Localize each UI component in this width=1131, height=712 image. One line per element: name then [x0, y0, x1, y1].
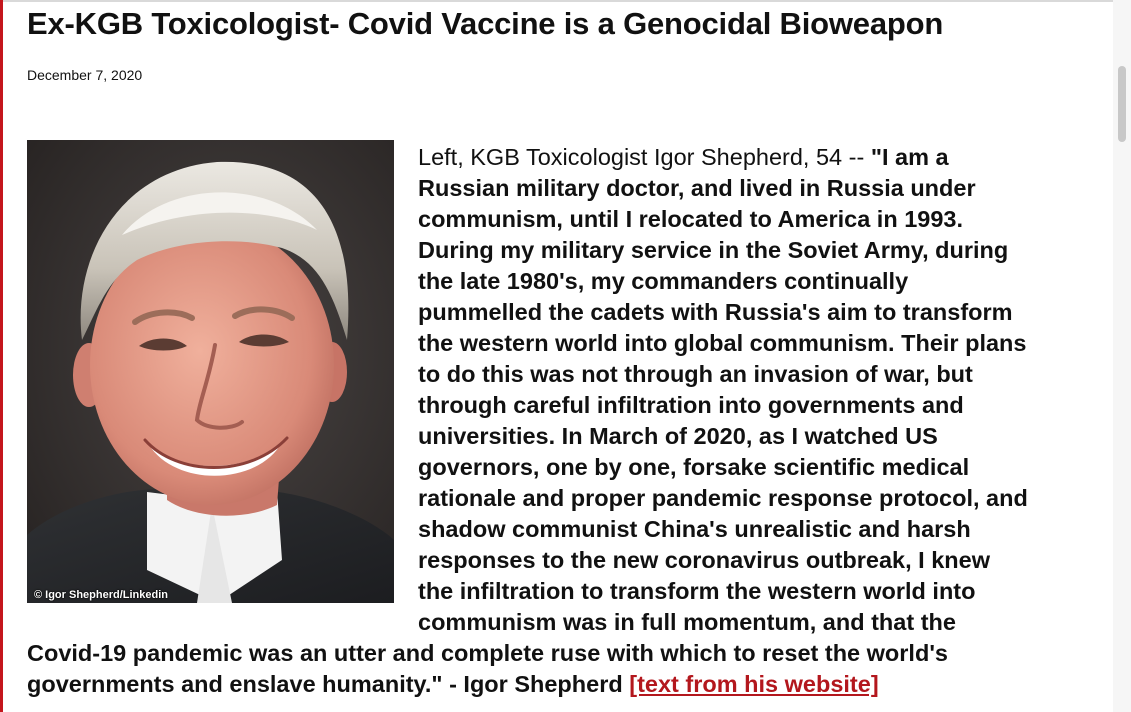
- article-quote-full-width: [27, 638, 1107, 700]
- quote-line: rationale and proper pandemic response protocol, and: [418, 485, 1028, 511]
- article-quote-wrapped: [418, 142, 1108, 638]
- quote-line: universities. In March of 2020, as I watched US: [418, 423, 938, 449]
- quote-line: to do this was not through an invasion of war, but: [418, 361, 973, 387]
- quote-line: pummelled the cadets with Russia's aim to transform: [418, 299, 1013, 325]
- quote-text: governments and enslave humanity." - Igor Shepherd: [27, 671, 630, 697]
- quote-line: the late 1980's, my commanders continually: [418, 268, 909, 294]
- quote-line: communism was in full momentum, and that the: [418, 609, 956, 635]
- quote-line: [418, 142, 1108, 173]
- quote-line-final: [27, 669, 1107, 700]
- quote-line: through careful infiltration into governments and: [418, 392, 964, 418]
- quote-line: During my military service in the Soviet Army, during: [418, 237, 1009, 263]
- quote-line: Covid-19 pandemic was an utter and complete ruse with which to reset the world's: [27, 640, 948, 666]
- quote-line: the western world into global communism. Their plans: [418, 330, 1027, 356]
- quote-line: governors, one by one, forsake scientific medical: [418, 454, 970, 480]
- top-border: [0, 0, 1131, 2]
- quote-line: shadow communist China's unrealistic and harsh: [418, 516, 971, 542]
- scrollbar-thumb[interactable]: [1118, 66, 1126, 142]
- quote-line: Russian military doctor, and lived in Russia under: [418, 175, 976, 201]
- article-date: December 7, 2020: [27, 67, 143, 83]
- portrait-illustration: [27, 140, 394, 603]
- portrait-photo: [27, 140, 394, 603]
- source-website-link[interactable]: [text from his website]: [629, 671, 879, 697]
- quote-line: the infiltration to transform the western world into: [418, 578, 976, 604]
- article-headline: Ex-KGB Toxicologist- Covid Vaccine is a Genocidal Bioweapon: [27, 6, 944, 41]
- caption-lead: Left, KGB Toxicologist Igor Shepherd, 54 --: [418, 144, 871, 170]
- photo-credit: © Igor Shepherd/Linkedin: [34, 589, 169, 601]
- left-accent-border: [0, 0, 3, 712]
- quote-line: communism, until I relocated to America in 1993.: [418, 206, 964, 232]
- quote-line: responses to the new coronavirus outbreak, I knew: [418, 547, 990, 573]
- quote-text: "I am a: [870, 144, 949, 170]
